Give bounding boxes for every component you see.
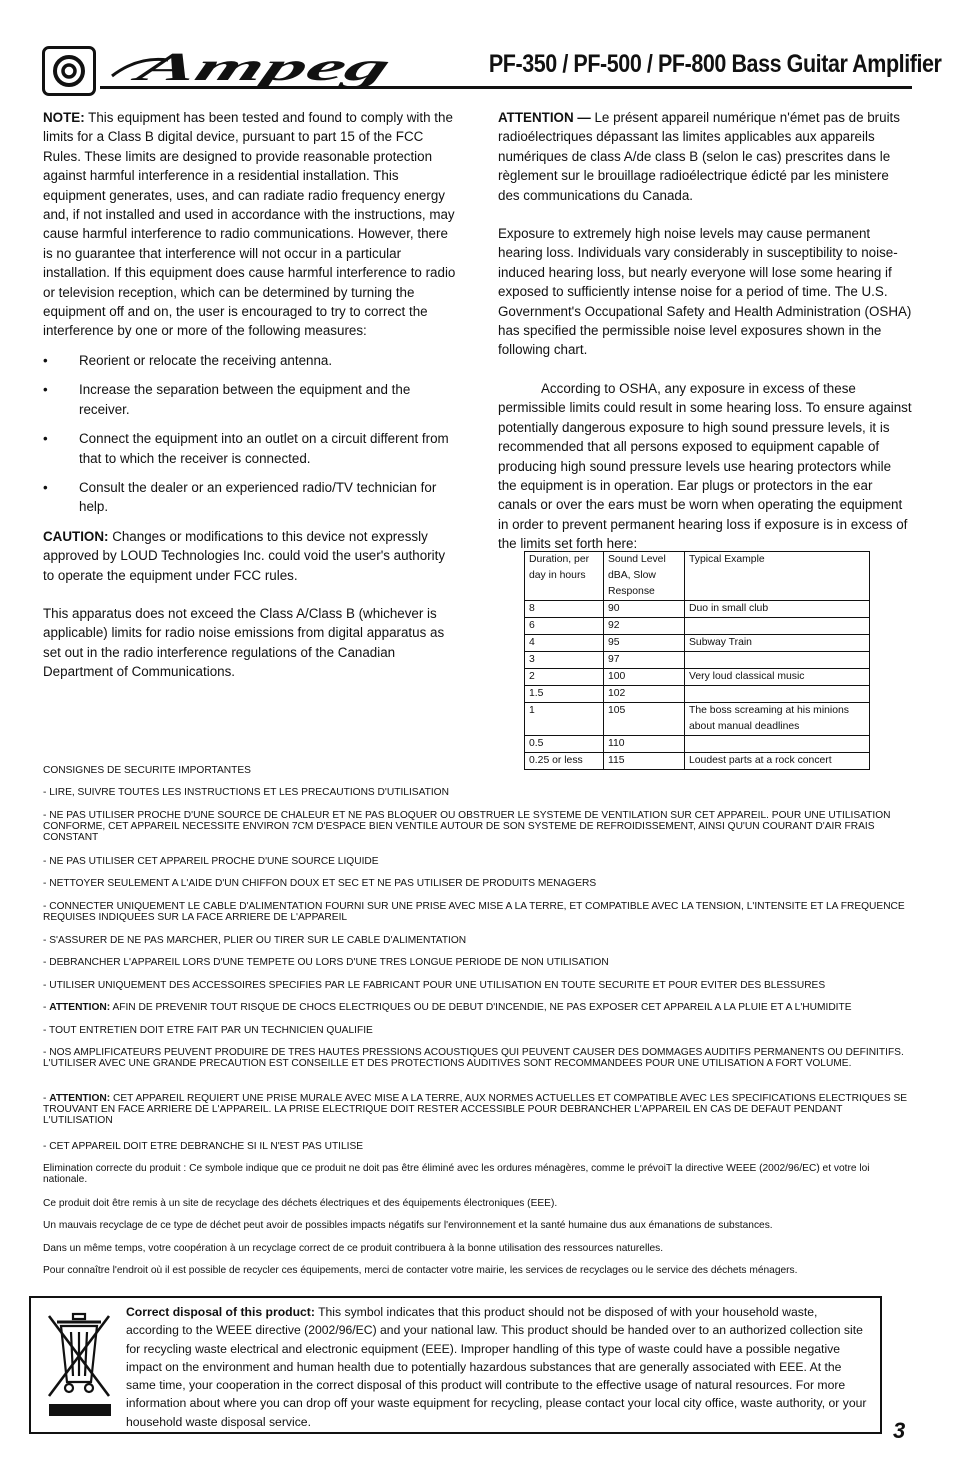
bullet-dot: • [43,382,48,398]
attention-label: ATTENTION: [49,1002,111,1013]
attention-text: Le présent appareil numérique n'émet pas de bruits radioélectriques dépassant las limites applicables aux appareils numériques de class A/de class B (selon le cas) prescrites dans le règlement sur le brouillage radioélectrique édicté par les ministere des communications du Canada. [498,110,900,203]
caution-paragraph [43,527,458,585]
attention-text: AFIN DE PREVENIR TOUT RISQUE DE CHOCS ELECTRIQUES OU DE DEBUT D'INCENDIE, NE PAS EXPOSER CET APPAREIL A LA PLUIE ET A L'HUMIDITE [110,1002,852,1013]
disposal-body: This symbol indicates that this product should not be disposed of with your household waste, according to the WEEE directive (2002/96/EC) and your national law. This product should be handed over to an authorized collection site for recycling waste electrical and electronic equipment (EEE). Improper handling of this type of waste could have a possible negative impact on the environment and human health due to potentially hazardous substances that are generally associated with EEE. At the same time, your cooperation in the correct disposal of this product will contribute to the effective usage of natural resources. For more information about where you can drop off your waste equipment for recycling, please contact your local city office, waste authority, or your household waste disposal service. [126,1305,867,1429]
table-cell: 110 [604,736,685,753]
table-cell: 1.5 [525,686,604,703]
table-cell: 3 [525,652,604,669]
table-cell [685,652,870,669]
french-safety-item: - S'ASSURER DE NE PAS MARCHER, PLIER OU TIRER SUR LE CABLE D'ALIMENTATION [43,935,467,946]
elimination-paragraph: Ce produit doit être remis à un site de recyclage des déchets électriques et des équipements électroniques (EEE). [43,1198,558,1209]
table-cell: 0.25 or less [525,753,604,770]
table-row [525,618,870,635]
table-row [525,652,870,669]
table-cell: 2 [525,669,604,686]
osha-paragraph: According to OSHA, any exposure in excess of these permissible limits could result in some hearing loss. To ensure against potentially dangerous exposure to high sound pressure levels, it is recommended that all persons exposed to equipment capable of producing high sound pressure levels use hearing protectors while the equipment is in operation. Ear plugs or protectors in the ear canals or over the ears must be worn when operating the equipment in order to prevent permanent hearing loss if exposure is in excess of the limits set forth here: [498,380,912,552]
french-safety-item: - NOS AMPLIFICATEURS PEUVENT PRODUIRE DE TRES HAUTES PRESSIONS ACOUSTIQUES QUI PEUVENT CAUSER DES DOMMAGES AUDITIFS PERMANENTS OU DEFINITIFS. L'UTILISER AVEC UNE GRANDE PRECAUTION EST CONSEILLE ET DES PROTECTIONS AUDITIVES SONT RECOMMANDEES POUR UNE UTILISATION A FORT VOLUME. [43,1047,904,1069]
left-column [43,108,458,682]
table-row [525,635,870,652]
french-safety-item: - NE PAS UTILISER CET APPAREIL PROCHE D'UNE SOURCE LIQUIDE [43,856,379,867]
right-column [498,108,912,554]
page-title: PF-350 / PF-500 / PF-800 Bass Guitar Amplifier [488,50,942,78]
table-row [525,601,870,618]
table-cell: Subway Train [685,635,870,652]
french-safety-item: - CET APPAREIL DOIT ETRE DEBRANCHE SI IL N'EST PAS UTILISE [43,1141,364,1152]
table-cell: 92 [604,618,685,635]
french-safety-item: - DEBRANCHER L'APPAREIL LORS D'UNE TEMPETE OU LORS D'UNE TRES LONGUE PERIODE DE NON UTILISATION [43,957,609,968]
table-cell: 97 [604,652,685,669]
ampeg-logo-icon [42,46,96,96]
note-text: This equipment has been tested and found to comply with the limits for a Class B digital device, pursuant to part 15 of the FCC Rules. These limits are designed to provide reasonable protection against harmful interference in a residential installation. This equipment generates, uses, and can radiate radio frequency energy and, if not installed and used in accordance with the instructions, may cause harmful interference to radio communications. However, there is no guarantee that interference will not occur in a particular installation. If this equipment does cause harmful interference to radio or television reception, which can be determined by turning the equipment off and on, the user is encouraged to try to correct the interference by one or more of the following measures: [43,110,456,339]
table-row [525,669,870,686]
caution-label: CAUTION: [43,528,109,544]
attention-label: ATTENTION: [49,1093,111,1104]
elimination-paragraph: Pour connaître l'endroit où il est possible de recycler ces équipements, merci de contacter votre mairie, les services de recyclages ou le service des déchets ménagers. [43,1265,798,1276]
bullet-text: Increase the separation between the equipment and the receiver. [79,382,411,417]
elimination-paragraph: Elimination correcte du produit : Ce symbole indique que ce produit ne doit pas être éliminé avec les ordures ménagères, comme le prévoiT la directive WEEE (2002/96/EC) et votre loi nationale. [43,1163,870,1185]
table-cell [685,686,870,703]
table-cell: 8 [525,601,604,618]
item-prefix: - [43,1002,50,1013]
table-cell: Duo in small club [685,601,870,618]
table-header-row [525,552,870,601]
elimination-paragraph: Dans un même temps, votre coopération à un recyclage correct de ce produit contribuera à la bonne utilisation des ressources naturelles. [43,1243,664,1254]
caution-text: Changes or modifications to this device not expressly approved by LOUD Technologies Inc. could void the user's authority to operate the equipment under FCC rules. [43,528,446,583]
table-cell [685,736,870,753]
disposal-text [126,1303,869,1431]
table-row [525,686,870,703]
french-safety-item: - TOUT ENTRETIEN DOIT ETRE FAIT PAR UN TECHNICIEN QUALIFIE [43,1025,373,1036]
note-label: NOTE: [43,110,85,125]
french-safety-item: - NE PAS UTILISER PROCHE D'UNE SOURCE DE CHALEUR ET NE PAS BLOQUER OU OBSTRUER LE SYSTEME DE VENTILATION SUR CET APPAREIL. POUR UNE UTILISATION CONFORME, CET APPAREIL NECESSITE ENVIRON 7CM D'ESPACE BIEN VENTILE AUTOUR DE SON SYSTEME DE REFROIDISSEMENT, AINSI QU'UN COURANT D'AIR FRAIS CONSTANT [43,810,891,843]
noise-exposure-table [524,551,870,770]
table-cell: 105 [604,703,685,736]
bullet-text: Consult the dealer or an experienced radio/TV technician for help. [79,479,437,515]
table-cell: 95 [604,635,685,652]
french-safety-item: - NETTOYER SEULEMENT A L'AIDE D'UN CHIFFON DOUX ET SEC ET NE PAS UTILISER DE PRODUITS MENAGERS [43,878,597,889]
table-row [525,703,870,736]
bullet-text: Reorient or relocate the receiving antenna. [79,352,333,368]
table-header-cell: Typical Example [685,552,870,601]
header-rule [100,86,912,89]
table-cell: 1 [525,703,604,736]
apparatus-paragraph: This apparatus does not exceed the Class A/Class B (whichever is applicable) limits for radio noise emissions from digital apparatus as set out in the radio interference regulations of the Canadian Department of Communications. [43,605,445,680]
table-cell: 100 [604,669,685,686]
page-number: 3 [893,1418,906,1443]
list-item [43,380,458,419]
list-item [43,429,458,468]
bullet-dot: • [43,431,48,447]
table-header-cell: Duration, per day in hours [525,552,604,601]
french-safety-item: - UTILISER UNIQUEMENT DES ACCESSOIRES SPECIFIES PAR LE FABRICANT POUR UNE UTILISATION EN TOUTE SECURITE ET POUR EVITER DES BLESSURES [43,980,826,991]
bullet-dot: • [43,479,48,495]
french-attention-1 [43,1002,911,1013]
list-item [43,478,458,517]
weee-crossed-bin-icon [43,1308,115,1420]
table-cell: 0.5 [525,736,604,753]
table-cell: Very loud classical music [685,669,870,686]
french-safety-heading: CONSIGNES DE SECURITE IMPORTANTES [43,765,251,776]
attention-text: CET APPAREIL REQUIERT UNE PRISE MURALE AVEC MISE A LA TERRE, AUX NORMES ACTUELLES ET COMPATIBLE AVEC LES SPECIFICATIONS ELECTRIQUES SE TROUVANT EN FACE ARRIERE DE L'APPAREIL. LA PRISE ELECTRIQUE DOIT RESTER ACCESSIBLE POUR DEBRANCHER L'APPAREIL EN CAS DE DEFAUT PENDANT L'UTILISATION [43,1093,908,1126]
bullet-dot: • [43,352,48,368]
french-safety-item: - CONNECTER UNIQUEMENT LE CABLE D'ALIMENTATION FOURNI SUR UNE PRISE AVEC MISE A LA TERRE, ET COMPATIBLE AVEC LA TENSION, L'INTENSITE ET LA FREQUENCE REQUISES INDIQUEES SUR LA FACE ARRIERE DE L'APPAREIL [43,901,905,923]
french-safety-item: - LIRE, SUIVRE TOUTES LES INSTRUCTIONS ET LES PRECAUTIONS D'UTILISATION [43,787,449,798]
elimination-paragraph: Un mauvais recyclage de ce type de déchet peut avoir de possibles impacts négatifs sur l'environnement et la santé humaine dus aux émanations de substances. [43,1220,773,1231]
table-cell: Loudest parts at a rock concert [685,753,870,770]
table-cell: 115 [604,753,685,770]
table-cell: The boss screaming at his minions about manual deadlines [685,703,870,736]
item-prefix: - [43,1093,50,1104]
attention-paragraph [498,108,912,205]
table-cell [685,618,870,635]
exposure-paragraph: Exposure to extremely high noise levels may cause permanent hearing loss. Individuals vary considerably in susceptibility to noise-induced hearing loss, but nearly everyone will lose some hearing if exposed to sufficiently intense noise for a period of time. The U.S. Government's Occupational Safety and Health Administration (OSHA) has specified the permissible noise level exposures shown in the following chart. [498,226,912,358]
disposal-label: Correct disposal of this product: [126,1305,315,1319]
table-cell: 90 [604,601,685,618]
french-attention-2 [43,1093,911,1126]
list-item [43,351,458,370]
table-cell: 4 [525,635,604,652]
table-cell: 102 [604,686,685,703]
fcc-note [43,108,458,341]
bullet-text: Connect the equipment into an outlet on a circuit different from that to which the receiver is connected. [79,431,449,466]
brand-name: Ampeg [132,46,263,89]
table-row [525,736,870,753]
attention-label: ATTENTION — [498,110,591,125]
table-cell: 6 [525,618,604,635]
table-header-cell: Sound Level dBA, Slow Response [604,552,685,601]
